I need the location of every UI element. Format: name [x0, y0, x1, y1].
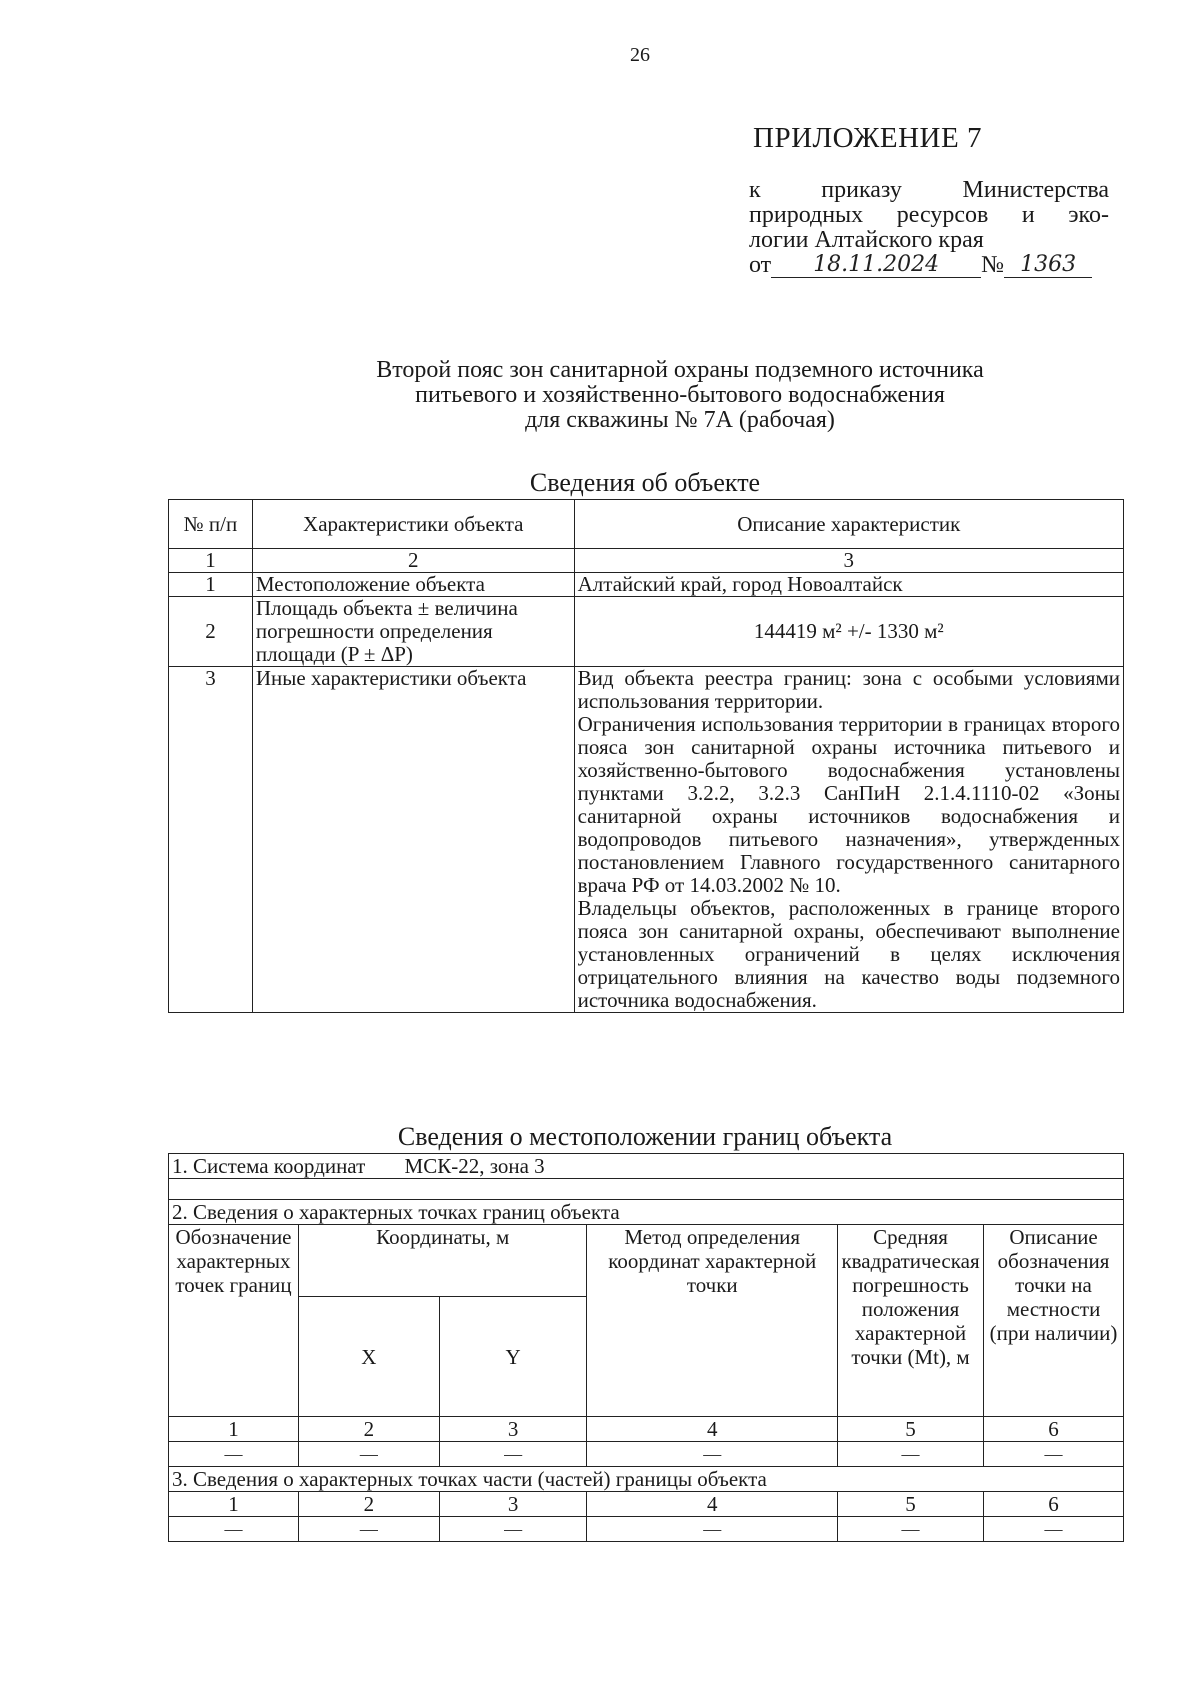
handwritten-date: 18.11.2024 — [771, 253, 981, 278]
column-number: 4 — [587, 1492, 838, 1517]
from-label: от — [749, 252, 772, 278]
number-label: № — [981, 252, 1005, 278]
description-paragraph: Ограничения использования территории в границах второго пояса зон санитарной охраны источника питьевого и хозяйственно-бытового водоснабжения установлены пунктами 3.2.2, 3.2.3 СанПиН 2.1.4.1110-02 «Зоны санитарной охраны источников водоснабжения и водопроводов питьевого назначения», утвержденных постановлением Главного государственного санитарного врача РФ от 14.03.2002 № 10. — [577, 712, 1120, 897]
table-row — [169, 667, 1124, 1013]
appendix-line-3: логии Алтайского края — [749, 227, 984, 253]
empty-dash: — — [298, 1442, 439, 1467]
appendix-word: приказу — [821, 177, 902, 203]
header-method: Метод определения координат характерной точки — [587, 1225, 838, 1417]
header-characteristic: Характеристики объекта — [252, 500, 574, 549]
row-description — [574, 667, 1123, 1013]
empty-row — [169, 1179, 1124, 1200]
coord-system-row — [169, 1154, 1124, 1179]
column-number: 2 — [298, 1417, 439, 1442]
row-description: Алтайский край, город Новоалтайск — [574, 573, 1123, 597]
boundary-info-title: Сведения о местоположении границ объекта — [397, 1122, 893, 1151]
object-info-title: Сведения об объекте — [529, 468, 761, 497]
empty-dash: — — [587, 1517, 838, 1542]
empty-dash: — — [169, 1442, 299, 1467]
column-number-row — [169, 1492, 1124, 1517]
table-row — [169, 573, 1124, 597]
empty-dash: — — [439, 1517, 587, 1542]
empty-cell — [169, 1179, 1124, 1200]
row-num: 2 — [169, 597, 253, 667]
table-row — [169, 1517, 1124, 1542]
column-number-row — [169, 1417, 1124, 1442]
empty-dash: — — [984, 1517, 1124, 1542]
empty-dash: — — [838, 1442, 984, 1467]
column-number: 6 — [984, 1417, 1124, 1442]
column-number: 1 — [169, 1417, 299, 1442]
empty-dash: — — [169, 1517, 299, 1542]
section-row — [169, 1200, 1124, 1225]
empty-dash: — — [984, 1442, 1124, 1467]
column-number: 3 — [574, 549, 1123, 573]
row-characteristic: Иные характеристики объекта — [252, 667, 574, 1013]
description-paragraph: Владельцы объектов, расположенных в границе второго пояса зон санитарной охраны, обеспечивают выполнение установленных ограничений в целях исключения отрицательного влияния на качество воды подземного источника водоснабжения. — [577, 896, 1120, 1012]
header-coords: Координаты, м — [298, 1225, 586, 1297]
section-row — [169, 1467, 1124, 1492]
column-number: 5 — [838, 1492, 984, 1517]
section3-title: 3. Сведения о характерных точках части (частей) границы объекта — [169, 1467, 1124, 1492]
object-info-table — [168, 499, 1124, 1013]
row-characteristic: Местоположение объекта — [252, 573, 574, 597]
column-number: 3 — [439, 1492, 587, 1517]
appendix-word: природных — [749, 202, 864, 228]
appendix-word: эко- — [1068, 202, 1109, 228]
column-number: 5 — [838, 1417, 984, 1442]
column-number: 4 — [587, 1417, 838, 1442]
page-number: 26 — [630, 44, 650, 66]
document-title-line: Второй пояс зон санитарной охраны подземного источника — [376, 357, 984, 383]
appendix-line-2 — [749, 203, 1109, 228]
column-number: 2 — [252, 549, 574, 573]
document-title — [250, 358, 1110, 433]
column-number: 1 — [169, 549, 253, 573]
appendix-title: ПРИЛОЖЕНИЕ 7 — [753, 122, 982, 154]
table-row — [169, 1442, 1124, 1467]
appendix-signature-line — [749, 253, 1109, 278]
row-num: 1 — [169, 573, 253, 597]
header-num: № п/п — [169, 500, 253, 549]
header-y: Y — [439, 1297, 587, 1417]
header-point-description: Описание обозначения точки на местности (при наличии) — [984, 1225, 1124, 1417]
coord-system-label: 1. Система координат — [172, 1154, 366, 1178]
header-designation: Обозначение характерных точек границ — [169, 1225, 299, 1417]
appendix-word: к — [749, 177, 761, 203]
column-number: 2 — [298, 1492, 439, 1517]
boundary-info-table — [168, 1153, 1124, 1542]
table-header-row — [169, 500, 1124, 549]
column-number-row — [169, 549, 1124, 573]
appendix-word: и — [1021, 202, 1035, 228]
column-number: 3 — [439, 1417, 587, 1442]
row-characteristic: Площадь объекта ± величина погрешности определения площади (P ± ΔP) — [252, 597, 574, 667]
column-number: 1 — [169, 1492, 299, 1517]
row-description: 144419 м² +/- 1330 м² — [574, 597, 1123, 667]
coord-system-value: МСК-22, зона 3 — [404, 1154, 545, 1178]
column-number: 6 — [984, 1492, 1124, 1517]
document-title-line: питьевого и хозяйственно-бытового водоснабжения — [415, 382, 945, 408]
empty-dash: — — [298, 1517, 439, 1542]
section2-title: 2. Сведения о характерных точках границ объекта — [169, 1200, 1124, 1225]
empty-dash: — — [587, 1442, 838, 1467]
appendix-reference — [749, 178, 1109, 278]
description-paragraph: Вид объекта реестра границ: зона с особыми условиями использования территории. — [577, 666, 1120, 713]
document-title-line: для скважины № 7А (рабочая) — [525, 407, 835, 433]
table-row — [169, 597, 1124, 667]
appendix-word: Министерства — [962, 177, 1109, 203]
coord-system-cell — [169, 1154, 1124, 1179]
table-header-row — [169, 1225, 1124, 1297]
row-num: 3 — [169, 667, 253, 1013]
handwritten-number: 1363 — [1004, 253, 1092, 278]
header-error: Средняя квадратическая погрешность положения характерной точки (Mt), м — [838, 1225, 984, 1417]
header-description: Описание характеристик — [574, 500, 1123, 549]
appendix-line-1 — [749, 178, 1109, 203]
empty-dash: — — [439, 1442, 587, 1467]
appendix-word: ресурсов — [896, 202, 989, 228]
empty-dash: — — [838, 1517, 984, 1542]
header-x: X — [298, 1297, 439, 1417]
